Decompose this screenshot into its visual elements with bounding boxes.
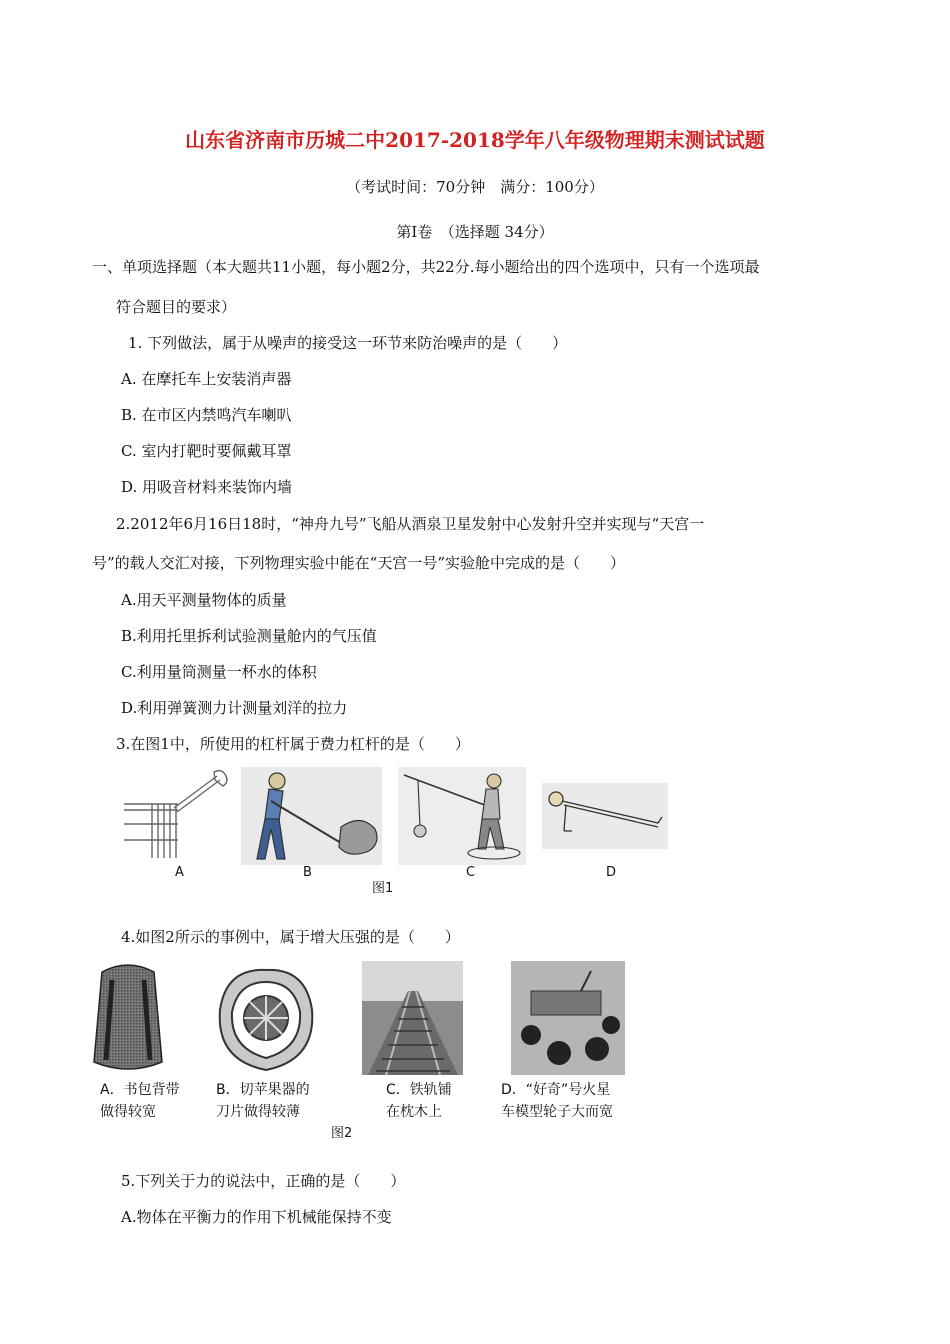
figure2-image-b — [214, 964, 318, 1074]
q2-option-d: D.利用弹簧测力计测量刘洋的拉力 — [121, 699, 348, 717]
q2-option-a: A.用天平测量物体的质量 — [121, 591, 287, 609]
figure2-caption-a — [100, 1079, 210, 1123]
q2-option-b: B.利用托里拆利试验测量舱内的气压值 — [121, 627, 377, 645]
q2-stem-line1: 2.2012年6月16日18时，“神舟九号”飞船从酒泉卫星发射中心发射升空并实现与“天宫一 — [116, 515, 705, 533]
figure2-image-a — [88, 960, 168, 1078]
figure2-caption-a-line1: A．书包背带 — [100, 1082, 180, 1098]
q1-option-c: C. 室内打靶时要佩戴耳罩 — [121, 442, 292, 460]
figure1-image-c — [398, 767, 526, 865]
figure2-caption-c — [386, 1079, 486, 1123]
figure2-caption-a-line2: 做得较宽 — [100, 1104, 156, 1120]
q1-stem: 1. 下列做法，属于从噪声的接受这一环节来防治噪声的是（ ） — [128, 334, 568, 352]
figure2-image-d — [511, 961, 625, 1075]
q2-stem-line2: 号”的载人交汇对接，下列物理实验中能在“天宫一号”实验舱中完成的是（ ） — [92, 554, 626, 572]
figure2-caption-d — [501, 1079, 651, 1123]
q5-stem: 5.下列关于力的说法中，正确的是（ ） — [121, 1172, 406, 1190]
part1-heading-line2: 符合题目的要求） — [116, 298, 237, 316]
q2-option-c: C.利用量筒测量一杯水的体积 — [121, 663, 317, 681]
page-title: 山东省济南市历城二中2017-2018学年八年级物理期末测试试题 — [185, 128, 765, 152]
figure1-label-b: B — [303, 865, 312, 880]
figure1-label-c: C — [466, 865, 476, 880]
figure1-caption: 图1 — [372, 881, 394, 896]
figure1-image-b — [241, 767, 382, 865]
figure1-image-d — [542, 783, 668, 849]
figure2-caption-c-line2: 在枕木上 — [386, 1104, 442, 1120]
q5-option-a: A.物体在平衡力的作用下机械能保持不变 — [121, 1208, 392, 1226]
q4-stem: 4.如图2所示的事例中，属于增大压强的是（ ） — [121, 928, 460, 946]
part1-heading-line1: 一、单项选择题（本大题共11小题，每小题2分，共22分.每小题给出的四个选项中，只有一个选项最 — [92, 258, 760, 276]
figure2-caption-b-line1: B．切苹果器的 — [216, 1082, 310, 1098]
figure2-caption-d-line1: D．“好奇”号火星 — [501, 1082, 611, 1098]
exam-info: （考试时间：70分钟 满分：100分） — [346, 178, 604, 196]
figure2-caption: 图2 — [331, 1126, 353, 1141]
figure1-label-d: D — [606, 865, 617, 880]
figure2-image-c — [362, 961, 463, 1075]
figure1-image-a — [122, 768, 240, 860]
figure2-caption-b — [216, 1079, 336, 1123]
q3-stem: 3.在图1中，所使用的杠杆属于费力杠杆的是（ ） — [116, 735, 470, 753]
q1-option-a: A. 在摩托车上安装消声器 — [121, 370, 292, 388]
figure2-caption-c-line1: C．铁轨铺 — [386, 1082, 452, 1098]
figure2-caption-d-line2: 车模型轮子大而宽 — [501, 1104, 613, 1120]
figure2-caption-b-line2: 刀片做得较薄 — [216, 1104, 300, 1120]
section-title: 第Ⅰ卷 （选择题 34分） — [396, 223, 554, 241]
q1-option-d: D. 用吸音材料来装饰内墙 — [121, 478, 293, 496]
q1-option-b: B. 在市区内禁鸣汽车喇叭 — [121, 406, 292, 424]
figure1-label-a: A — [175, 865, 184, 880]
